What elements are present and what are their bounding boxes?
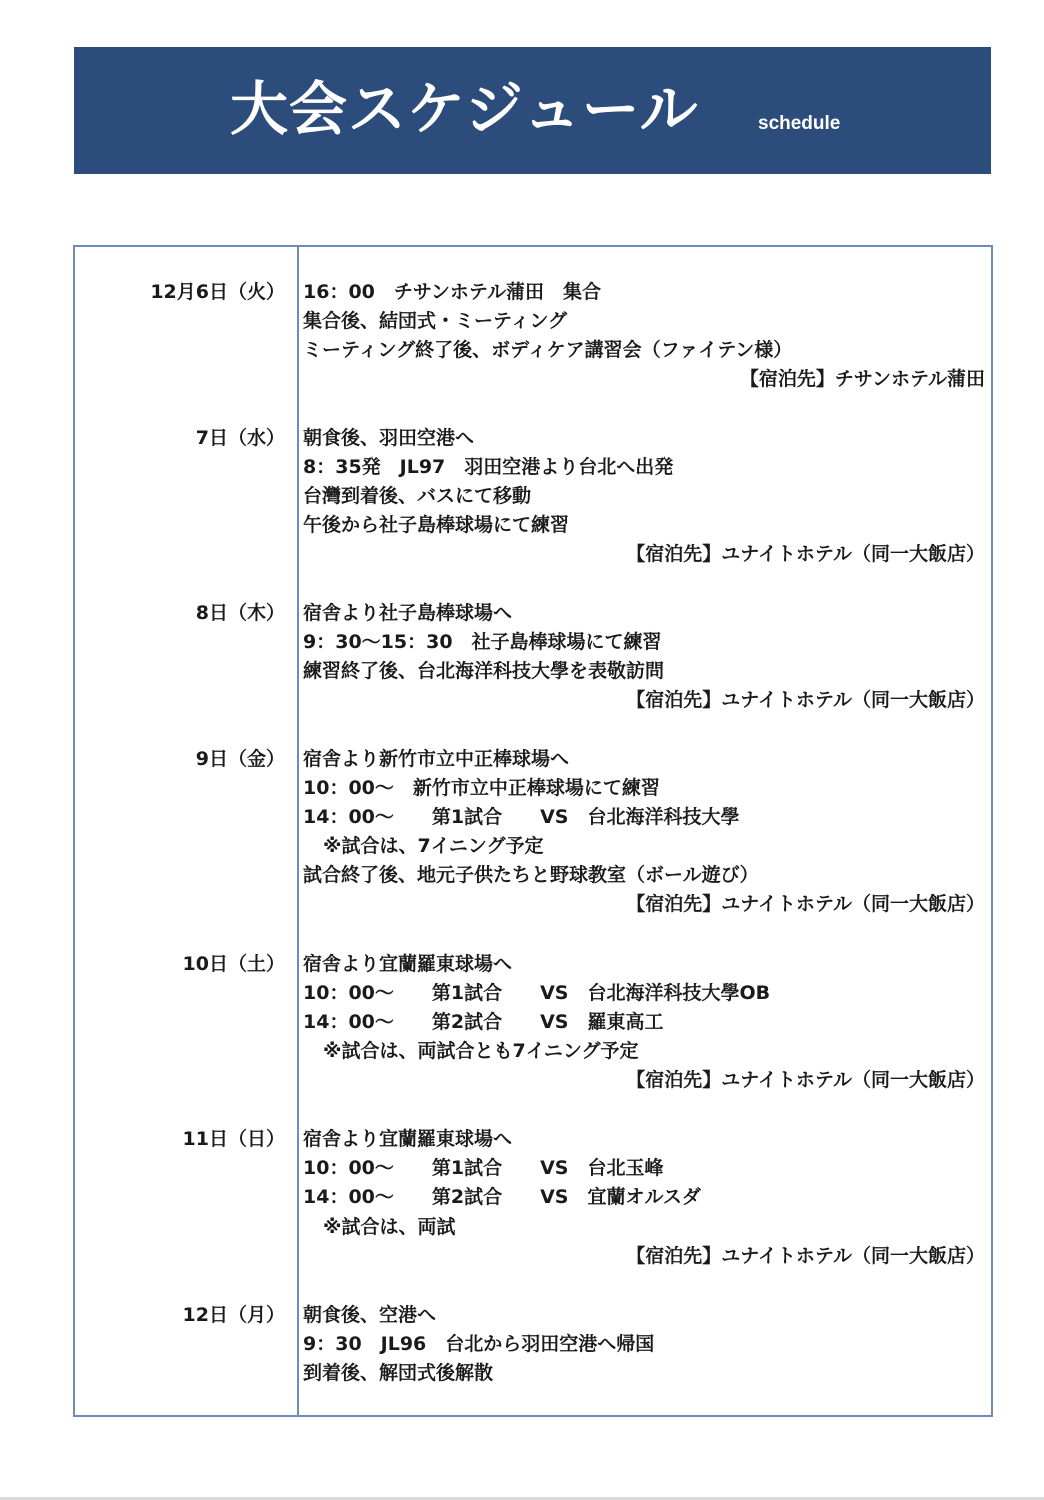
schedule-line: 朝食後、羽田空港へ (303, 427, 475, 449)
day-date-8: 8日（木） (195, 602, 285, 624)
lodging-line: 【宿泊先】チサンホテル蒲田 (739, 368, 985, 390)
lodging-line: 【宿泊先】ユナイトホテル（同一大飯店） (626, 689, 985, 711)
schedule-line: 9：30 JL96 台北から羽田空港へ帰国 (303, 1333, 655, 1355)
day-date-12: 12日（月） (182, 1304, 285, 1326)
lodging-line: 【宿泊先】ユナイトホテル（同一大飯店） (626, 543, 985, 565)
column-divider (297, 247, 299, 1415)
schedule-line: 朝食後、空港へ (303, 1304, 437, 1326)
page-subtitle: schedule (758, 113, 841, 134)
schedule-line: 14：00～ 第2試合 VS 羅東高工 (303, 1011, 664, 1033)
day-date-7: 7日（水） (195, 427, 285, 449)
schedule-line: 宿舎より宜蘭羅東球場へ (303, 953, 513, 975)
schedule-line: 集合後、結団式・ミーティング (303, 310, 568, 332)
schedule-line: 宿舎より社子島棒球場へ (303, 602, 513, 624)
schedule-note: ※試合は、7イニング予定 (323, 835, 544, 857)
schedule-line: 到着後、解団式後解散 (303, 1362, 494, 1384)
lodging-line: 【宿泊先】ユナイトホテル（同一大飯店） (626, 1069, 985, 1091)
schedule-table (73, 245, 993, 1417)
day-date-10: 10日（土） (182, 953, 285, 975)
schedule-line: 14：00～ 第2試合 VS 宜蘭オルスダ (303, 1186, 701, 1208)
schedule-line: 14：00～ 第1試合 VS 台北海洋科技大學 (303, 806, 740, 828)
schedule-line: 10：00～ 第1試合 VS 台北海洋科技大學OB (303, 982, 771, 1004)
schedule-line: 宿舎より宜蘭羅東球場へ (303, 1128, 513, 1150)
day-date-12-6: 12月6日（火） (150, 281, 285, 303)
schedule-note: ※試合は、両試 (323, 1216, 456, 1238)
schedule-line: ミーティング終了後、ボディケア講習会（ファイテン様） (303, 339, 793, 361)
page-title: 大会スケジュール (230, 75, 699, 143)
day-date-9: 9日（金） (195, 748, 285, 770)
schedule-line: 16：00 チサンホテル蒲田 集合 (303, 281, 601, 303)
schedule-line: 練習終了後、台北海洋科技大學を表敬訪問 (303, 660, 665, 682)
schedule-note: ※試合は、両試合とも7イニング予定 (323, 1040, 639, 1062)
schedule-line: 宿舎より新竹市立中正棒球場へ (303, 748, 570, 770)
schedule-line: 10：00～ 新竹市立中正棒球場にて練習 (303, 777, 660, 799)
header-banner (74, 47, 991, 174)
schedule-line: 午後から社子島棒球場にて練習 (303, 514, 570, 536)
schedule-line: 10：00～ 第1試合 VS 台北玉峰 (303, 1157, 664, 1179)
schedule-line: 8：35発 JL97 羽田空港より台北へ出発 (303, 456, 674, 478)
lodging-line: 【宿泊先】ユナイトホテル（同一大飯店） (626, 1245, 985, 1267)
lodging-line: 【宿泊先】ユナイトホテル（同一大飯店） (626, 893, 985, 915)
schedule-line: 台灣到着後、バスにて移動 (303, 485, 532, 507)
schedule-line: 試合終了後、地元子供たちと野球教室（ボール遊び） (303, 864, 759, 886)
schedule-line: 9：30～15：30 社子島棒球場にて練習 (303, 631, 662, 653)
day-date-11: 11日（日） (182, 1128, 285, 1150)
